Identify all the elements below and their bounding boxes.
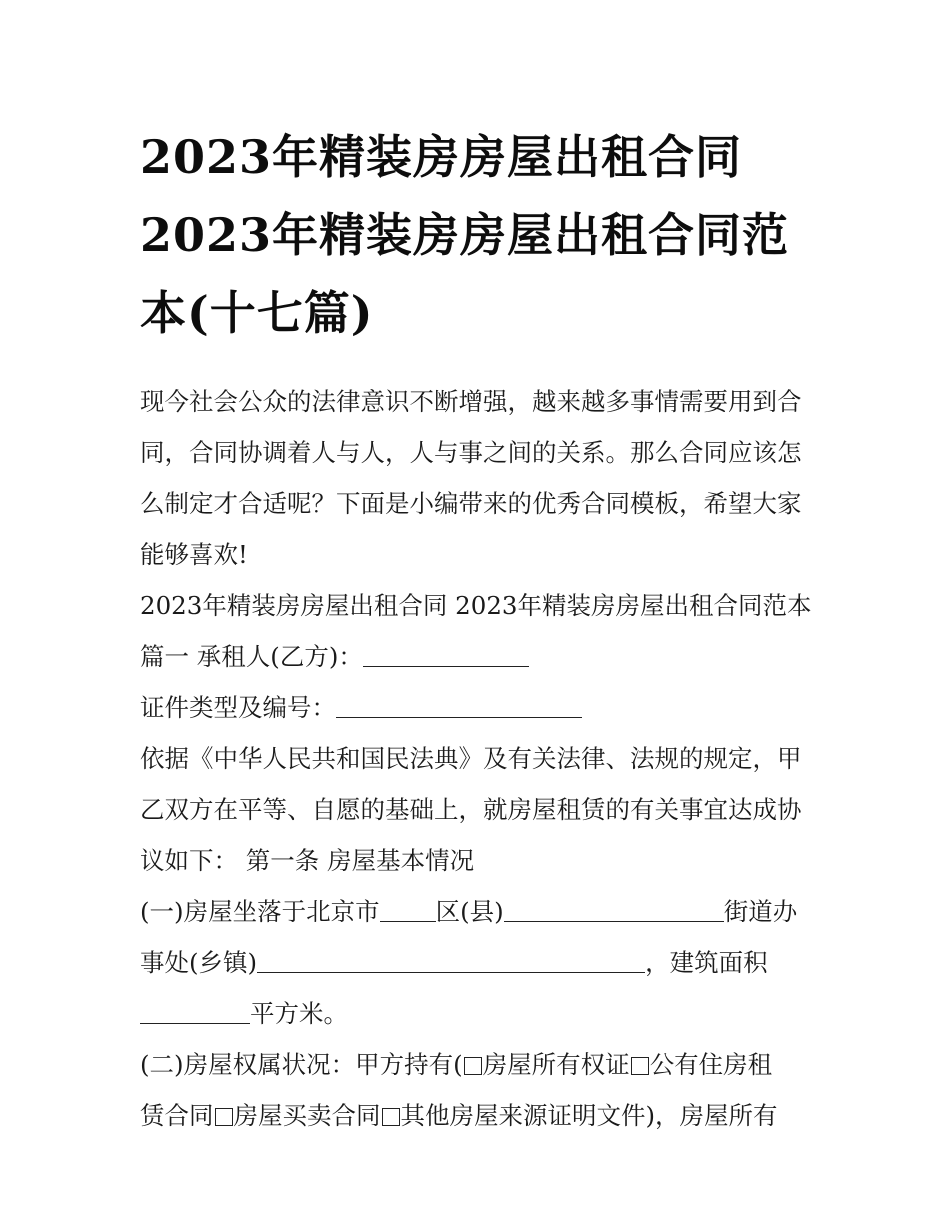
area-blank bbox=[140, 999, 250, 1025]
id-type-line bbox=[140, 682, 820, 733]
ownership-text-1: (二)房屋权属状况：甲方持有( bbox=[140, 1050, 463, 1079]
title-line-3: 本(十七篇) bbox=[140, 286, 374, 340]
ownership-option-2: 公有住房租 bbox=[649, 1050, 773, 1079]
intro-paragraph bbox=[140, 376, 820, 580]
id-type-label: 证件类型及编号： bbox=[140, 693, 336, 722]
title-line-2: 2023年精装房房屋出租合同范 bbox=[140, 208, 790, 262]
checkbox-icon bbox=[215, 1108, 233, 1126]
id-type-paragraph bbox=[140, 682, 820, 733]
checkbox-icon bbox=[631, 1057, 649, 1075]
ownership-paragraph bbox=[140, 1039, 820, 1141]
location-text-4: 事处(乡镇) bbox=[140, 948, 258, 977]
basis-line-1: 依据《中华人民共和国民法典》及有关法律、法规的规定，甲 bbox=[140, 744, 802, 773]
ownership-line-2 bbox=[140, 1090, 820, 1141]
basis-line-3: 议如下： 第一条 房屋基本情况 bbox=[140, 846, 475, 875]
title-line-1: 2023年精装房房屋出租合同 bbox=[140, 130, 743, 184]
ownership-option-3: 房屋买卖合同 bbox=[233, 1101, 381, 1130]
intro-line-2: 同，合同协调着人与人，人与事之间的关系。那么合同应该怎 bbox=[140, 438, 802, 467]
location-text-3: 街道办 bbox=[723, 897, 798, 926]
location-line-3 bbox=[140, 988, 820, 1039]
district-blank bbox=[380, 897, 436, 923]
location-text-2: 区(县) bbox=[435, 897, 504, 926]
document-body bbox=[140, 376, 820, 1141]
subtitle-line: 2023年精装房房屋出租合同 2023年精装房房屋出租合同范本 bbox=[140, 591, 812, 620]
location-text-6: 平方米。 bbox=[250, 999, 348, 1028]
tenant-paragraph bbox=[140, 631, 820, 682]
ownership-option-4: 其他房屋来源证明文件)，房屋所有 bbox=[400, 1101, 778, 1130]
location-paragraph bbox=[140, 886, 820, 1039]
subtitle-paragraph bbox=[140, 580, 820, 631]
location-text-1: (一)房屋坐落于北京市 bbox=[140, 897, 380, 926]
intro-line-1: 现今社会公众的法律意识不断增强，越来越多事情需要用到合 bbox=[140, 387, 802, 416]
tenant-label: 篇一 承租人(乙方)： bbox=[140, 642, 363, 671]
street-blank bbox=[504, 897, 724, 923]
basis-paragraph bbox=[140, 733, 820, 886]
tenant-line bbox=[140, 631, 820, 682]
document-page bbox=[140, 118, 820, 1141]
township-blank bbox=[257, 948, 645, 974]
ownership-option-2b: 赁合同 bbox=[140, 1101, 214, 1130]
tenant-blank bbox=[363, 642, 529, 668]
id-type-blank bbox=[336, 693, 582, 719]
location-line-1 bbox=[140, 886, 820, 937]
document-title bbox=[140, 118, 820, 352]
ownership-line-1 bbox=[140, 1039, 820, 1090]
intro-line-3: 么制定才合适呢？下面是小编带来的优秀合同模板，希望大家 bbox=[140, 489, 802, 518]
basis-line-2: 乙双方在平等、自愿的基础上，就房屋租赁的有关事宜达成协 bbox=[140, 795, 802, 824]
ownership-option-1: 房屋所有权证 bbox=[482, 1050, 630, 1079]
intro-line-4: 能够喜欢! bbox=[140, 540, 248, 569]
location-line-2 bbox=[140, 937, 820, 988]
checkbox-icon bbox=[382, 1108, 400, 1126]
checkbox-icon bbox=[464, 1057, 482, 1075]
location-text-5: ，建筑面积 bbox=[645, 948, 768, 977]
